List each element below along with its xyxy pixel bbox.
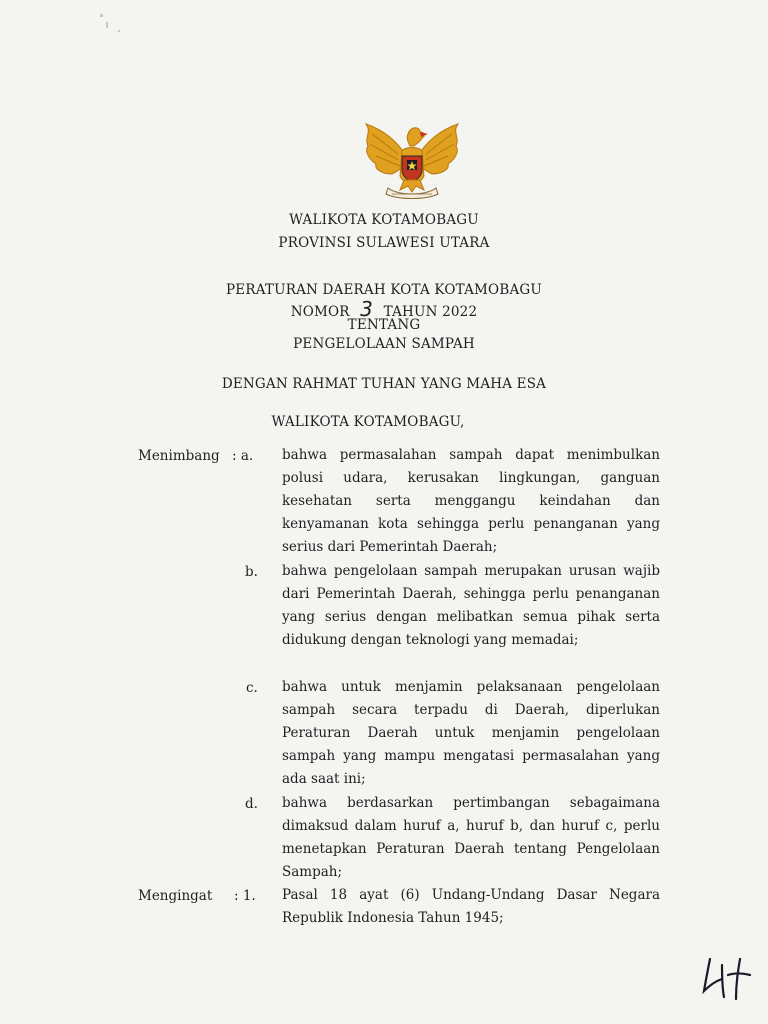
- regulation-subject: PENGELOLAAN SAMPAH: [293, 336, 475, 352]
- blessing-line: DENGAN RAHMAT TUHAN YANG MAHA ESA: [221, 376, 547, 392]
- mengingat-label: Mengingat: [138, 888, 213, 904]
- issuer-line: WALIKOTA KOTAMOBAGU,: [271, 414, 465, 430]
- garuda-emblem-icon: [358, 116, 466, 202]
- regulation-title: PERATURAN DAERAH KOTA KOTAMOBAGU: [226, 282, 542, 298]
- scan-speck: [100, 14, 103, 17]
- nomor-value: 3: [360, 297, 374, 321]
- menimbang-item-d: bahwa berdasarkan pertimbangan sebagaimana dimaksud dalam huruf a, huruf b, dan huruf c, perlu menetapkan Peraturan Daerah tentang Pengelolaan Sampah;: [282, 795, 660, 881]
- menimbang-item-b: bahwa pengelolaan sampah merupakan urusan wajib dari Pemerintah Daerah, sehingga perlu penanganan yang serius dengan melibatkan semua pihak serta didukung dengan teknologi yang memadai;: [282, 563, 660, 649]
- paraf-signature-icon: [700, 955, 754, 1001]
- item-marker: c.: [246, 680, 258, 696]
- tahun-value: 2022: [442, 304, 478, 320]
- header-line-1: WALIKOTA KOTAMOBAGU: [289, 212, 479, 228]
- menimbang-item-a: bahwa permasalahan sampah dapat menimbulkan polusi udara, kerusakan lingkungan, ganguan kesehatan serta menggangu keindahan dan kenyamanan kota sehingga perlu penanganan yang serius dari Pemerintah Daerah;: [282, 447, 660, 556]
- item-marker: d.: [245, 796, 258, 812]
- mengingat-item-1: Pasal 18 ayat (6) Undang-Undang Dasar Negara Republik Indonesia Tahun 1945;: [282, 887, 660, 927]
- item-marker: : 1.: [234, 888, 256, 904]
- menimbang-label: Menimbang: [138, 448, 220, 464]
- scan-speck: [106, 22, 108, 28]
- item-marker: : a.: [232, 448, 254, 464]
- tahun-label: TAHUN: [383, 304, 438, 320]
- header-line-2: PROVINSI SULAWESI UTARA: [278, 235, 490, 251]
- scan-speck: [118, 30, 120, 32]
- menimbang-item-c: bahwa untuk menjamin pelaksanaan pengelolaan sampah secara terpadu di Daerah, diperlukan Peraturan Daerah untuk menjamin pengelolaan sampah yang mampu mengatasi permasalahan yang ada saat ini;: [282, 679, 660, 788]
- nomor-label: NOMOR: [290, 304, 350, 320]
- tentang-label: TENTANG: [347, 317, 421, 333]
- item-marker: b.: [245, 564, 258, 580]
